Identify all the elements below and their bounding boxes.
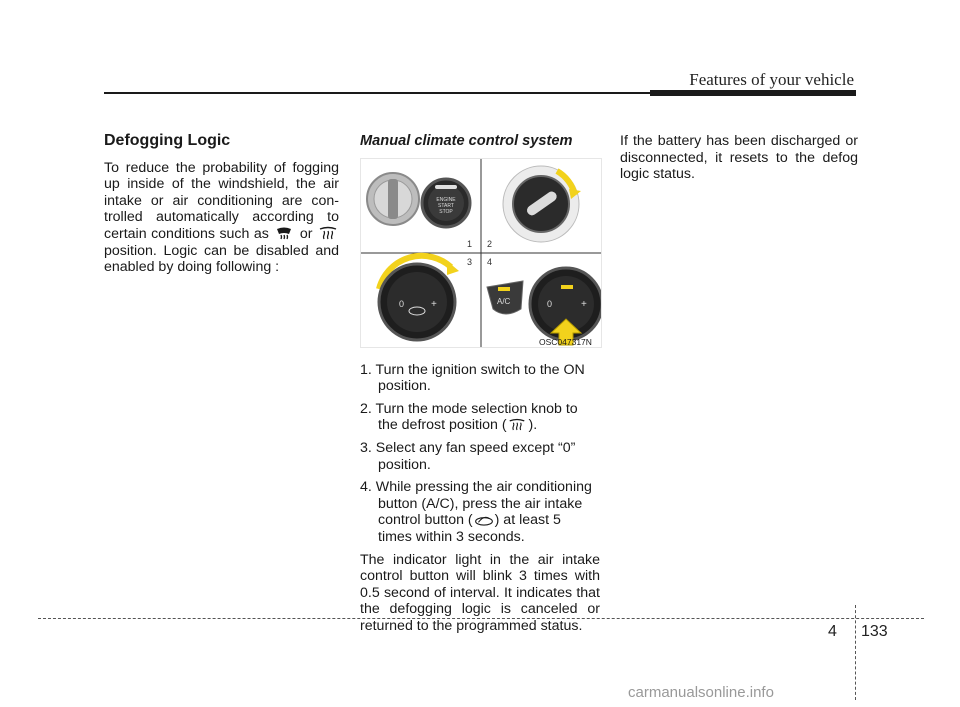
fan-zero-label: 0 <box>399 298 405 309</box>
panel-label-2: 2 <box>487 238 493 249</box>
left-column <box>104 133 339 276</box>
panel-label-1: 1 <box>467 238 473 249</box>
defog-logic-paragraph <box>104 160 339 276</box>
footer-rule <box>38 618 924 619</box>
ac-button-label: A/C <box>497 296 511 306</box>
start-button-line3: STOP <box>439 208 453 215</box>
start-button-line2: START <box>438 202 454 209</box>
section-heading: Defogging Logic <box>104 132 231 149</box>
step-4: 4. While pressing the air conditioning button (A/C), press the air intake control button ( ) at least 5 times within 3 seconds. <box>360 479 592 545</box>
panel-ac-intake <box>487 257 601 347</box>
svg-text:+: + <box>581 298 587 310</box>
closing-paragraph: The indicator light in the air intake control button will blink 3 times with 0.5 second of interval. It indicates that the defogging logic is canceled or returned to the programmed status. <box>360 551 600 634</box>
watermark: carmanualsonline.info <box>628 684 774 701</box>
figure-code: OSC047317N <box>539 336 592 347</box>
panel-label-3: 3 <box>467 256 473 267</box>
page-number: 133 <box>861 623 888 640</box>
start-button-line1: ENGINE <box>436 196 456 203</box>
panel-mode-knob <box>487 166 581 249</box>
right-column <box>620 133 858 183</box>
paragraph-text-1: To reduce the probability of fogging up inside of the windshield, the air intake or air conditioning are con-trolled automatically according to certain conditions such as <box>104 159 339 242</box>
header-rule-accent <box>650 90 856 96</box>
defrost-windshield-icon <box>317 226 339 240</box>
panel-fan-knob <box>379 255 472 339</box>
panel-label-4: 4 <box>487 256 493 267</box>
subsection-heading: Manual climate control system <box>360 133 573 149</box>
step-3: 3. Select any fan speed except “0” position. <box>360 439 576 473</box>
footer-divider <box>855 605 856 700</box>
climate-control-figure <box>360 158 602 348</box>
chapter-number: 4 <box>828 623 837 640</box>
svg-text:0: 0 <box>547 298 553 309</box>
figure-illustration <box>361 159 601 347</box>
battery-reset-paragraph: If the battery has been discharged or disconnected, it resets to the defog logic status. <box>620 133 858 183</box>
defrost-windshield-icon <box>507 418 529 432</box>
defrost-front-icon <box>273 226 295 240</box>
paragraph-text-2: position. Logic can be disabled and enabled by doing following : <box>104 242 339 276</box>
air-intake-icon <box>473 513 495 527</box>
step-1: 1. Turn the ignition switch to the ON position. <box>360 361 585 395</box>
steps-list <box>360 362 600 546</box>
middle-column <box>360 133 600 635</box>
panel-ignition <box>367 173 472 249</box>
step-2: 2. Turn the mode selection knob to the defrost position ( ). <box>360 400 578 434</box>
paragraph-or: or <box>299 225 313 242</box>
running-header-title: Features of your vehicle <box>689 70 854 89</box>
fan-plus-label: + <box>431 298 437 310</box>
